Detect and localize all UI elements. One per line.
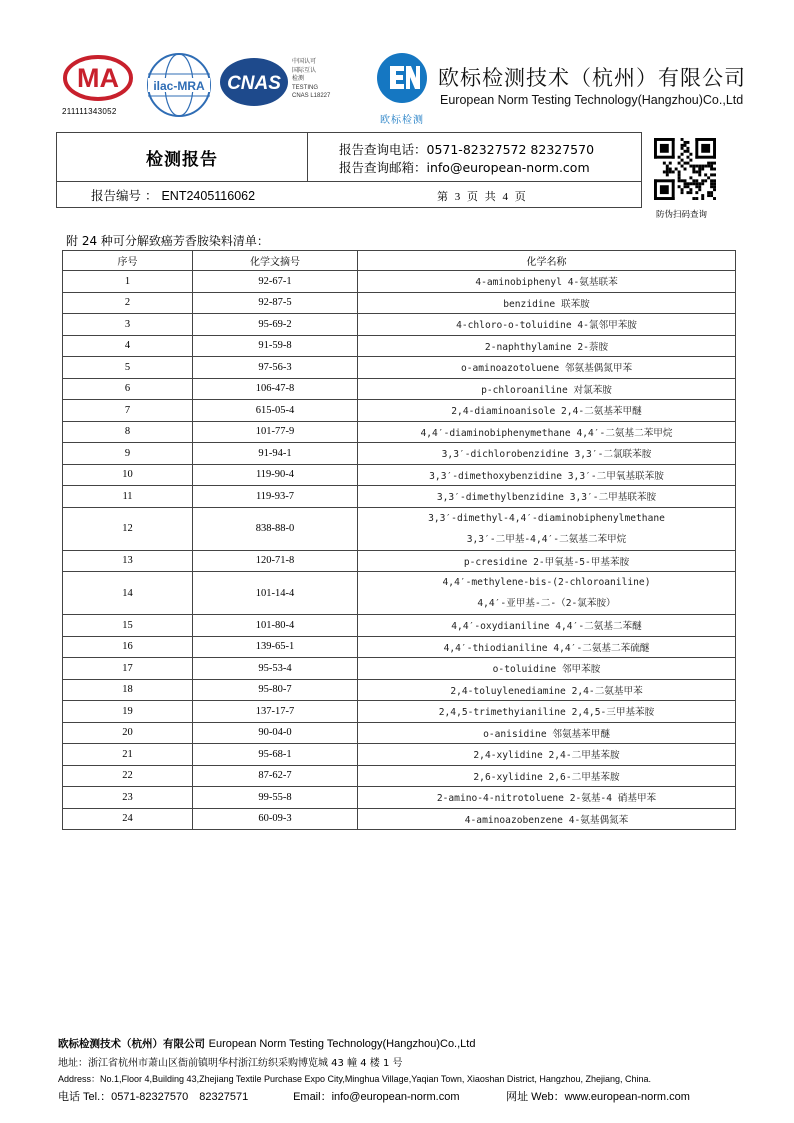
page-info: 第 3 页 共 4 页 (437, 191, 528, 203)
row-chemical-name (358, 787, 736, 809)
row-cas-number: 60-09-3 (193, 808, 358, 830)
row-seq: 21 (63, 744, 193, 766)
report-number-label: 报告编号 ： (91, 188, 158, 203)
cma-logo (62, 54, 134, 118)
footer-address-en: Address：No.1,Floor 4,Building 43,Zhejiang Textile Purchase Expo City,Minghua Village,Yaqian Town, Xiaoshan District, Hangzhou, Zhejiang, China. (58, 1074, 651, 1084)
row-chemical-name (358, 486, 736, 508)
row-cas-number: 92-87-5 (193, 292, 358, 314)
cnas-accreditation-text: 中国认可 国际互认 检测 TESTING CNAS L18227 (292, 59, 331, 99)
row-chemical-name (358, 679, 736, 701)
footer-company-cn: 欧标检测技术（杭州）有限公司 (58, 1038, 205, 1050)
row-seq: 16 (63, 636, 193, 658)
row-cas-number: 139-65-1 (193, 636, 358, 658)
chemical-name-line: p-chloroaniline 对氯苯胺 (481, 384, 612, 396)
row-chemical-name (358, 271, 736, 293)
row-seq: 13 (63, 550, 193, 572)
table-row (63, 679, 736, 701)
row-cas-number: 95-80-7 (193, 679, 358, 701)
row-cas-number: 95-69-2 (193, 314, 358, 336)
row-seq: 1 (63, 271, 193, 293)
row-seq: 6 (63, 378, 193, 400)
row-seq: 23 (63, 787, 193, 809)
row-cas-number: 99-55-8 (193, 787, 358, 809)
row-seq: 10 (63, 464, 193, 486)
chemical-name-line: 3,3′-dimethyl-4,4′-diaminobiphenylmethane (428, 512, 665, 524)
row-chemical-name (358, 701, 736, 723)
chemical-name-line: 4,4′-亚甲基-二-（2-氯苯胺） (477, 598, 616, 609)
row-chemical-name (358, 357, 736, 379)
row-chemical-name (358, 507, 736, 550)
row-chemical-name (358, 464, 736, 486)
row-chemical-name (358, 335, 736, 357)
qr-code[interactable] (654, 138, 716, 200)
report-number-value: ENT2405116062 (161, 189, 256, 203)
table-row (63, 572, 736, 615)
row-chemical-name (358, 314, 736, 336)
chemical-name-line: benzidine 联苯胺 (503, 298, 590, 310)
chemical-name-line: 3,3′-dimethoxybenzidine 3,3′-二甲氧基联苯胺 (429, 470, 664, 482)
chemical-name-line: 4-aminobiphenyl 4-氨基联苯 (475, 277, 618, 289)
table-row (63, 335, 736, 357)
row-chemical-name (358, 292, 736, 314)
footer-company-en: European Norm Testing Technology(Hangzhou)Co.,Ltd (208, 1038, 476, 1050)
list-title: 附 24 种可分解致癌芳香胺染料清单： (66, 234, 269, 248)
chemical-name-line: 4,4′-methylene-bis-(2-chloroaniline) (442, 577, 651, 588)
row-cas-number: 119-93-7 (193, 486, 358, 508)
chemical-name-line: 2,4-xylidine 2,4-二甲基苯胺 (473, 750, 620, 762)
row-cas-number: 87-62-7 (193, 765, 358, 787)
table-row (63, 421, 736, 443)
table-row (63, 701, 736, 723)
table-row (63, 400, 736, 422)
row-cas-number: 95-68-1 (193, 744, 358, 766)
row-chemical-name (358, 443, 736, 465)
cma-mark-icon (62, 54, 134, 102)
company-name-en: European Norm Testing Technology(Hangzhou)Co.,Ltd (440, 93, 744, 107)
row-seq: 11 (63, 486, 193, 508)
chemical-name-line: p-cresidine 2-甲氧基-5-甲基苯胺 (463, 556, 630, 568)
table-row (63, 378, 736, 400)
row-seq: 17 (63, 658, 193, 680)
row-seq: 19 (63, 701, 193, 723)
row-seq: 9 (63, 443, 193, 465)
table-row (63, 443, 736, 465)
cnas-mark-icon (218, 56, 290, 108)
company-name-cn: 欧标检测技术（杭州）有限公司 (438, 66, 746, 90)
chemical-name-line: o-anisidine 邻氨基苯甲醚 (483, 728, 610, 740)
row-seq: 3 (63, 314, 193, 336)
footer-address-cn: 地址：浙江省杭州市萧山区衙前镇明华村浙江纺织采购博览城 43 幢 4 楼 1 号 (58, 1058, 403, 1069)
cnas-logo (218, 56, 290, 108)
table-row (63, 615, 736, 637)
row-chemical-name (358, 421, 736, 443)
table-row (63, 314, 736, 336)
row-cas-number: 92-67-1 (193, 271, 358, 293)
table-row (63, 271, 736, 293)
row-chemical-name (358, 722, 736, 744)
row-chemical-name (358, 744, 736, 766)
row-cas-number: 101-77-9 (193, 421, 358, 443)
row-cas-number: 91-94-1 (193, 443, 358, 465)
row-seq: 22 (63, 765, 193, 787)
row-chemical-name (358, 572, 736, 615)
row-chemical-name (358, 378, 736, 400)
ilac-text: ilac-MRA (153, 79, 205, 93)
chemical-name-line: o-toluidine 邻甲苯胺 (492, 664, 601, 676)
qr-code-icon (654, 138, 716, 200)
row-cas-number: 120-71-8 (193, 550, 358, 572)
row-seq: 20 (63, 722, 193, 744)
row-cas-number: 119-90-4 (193, 464, 358, 486)
row-seq: 8 (63, 421, 193, 443)
row-cas-number: 137-17-7 (193, 701, 358, 723)
brand-logo-text: 欧标检测 (380, 115, 424, 126)
ilac-mra-logo (144, 50, 214, 120)
row-cas-number: 101-14-4 (193, 572, 358, 615)
ilac-globe-icon (144, 50, 214, 120)
row-cas-number: 97-56-3 (193, 357, 358, 379)
qr-caption: 防伪扫码查询 (656, 210, 708, 220)
table-row (63, 765, 736, 787)
footer (58, 1036, 690, 1104)
chemical-name-line: 2,4,5-trimethyianiline 2,4,5-三甲基苯胺 (438, 707, 655, 719)
row-seq: 5 (63, 357, 193, 379)
chemical-name-line: 2,4-toluylenediamine 2,4-二氨基甲苯 (450, 685, 643, 697)
chemical-name-line: 4,4′-thiodianiline 4,4′-二氨基二苯硫醚 (443, 642, 650, 654)
row-seq: 18 (63, 679, 193, 701)
table-row (63, 787, 736, 809)
chemical-name-line: 3,3′-二甲基-4,4′-二氨基二苯甲烷 (466, 533, 627, 545)
chemical-name-line: 4-aminoazobenzene 4-氨基偶氮苯 (464, 814, 629, 826)
table-row (63, 292, 736, 314)
report-contact (339, 141, 594, 177)
table-row (63, 507, 736, 550)
chemical-name-line: 3,3′-dimethylbenzidine 3,3′-二甲基联苯胺 (436, 492, 657, 504)
row-chemical-name (358, 808, 736, 830)
row-cas-number: 101-80-4 (193, 615, 358, 637)
row-seq: 24 (63, 808, 193, 830)
table-row (63, 722, 736, 744)
brand-logo (374, 52, 430, 126)
en-logo-icon (374, 52, 430, 104)
report-email: 报告查询邮箱：info@european-norm.com (339, 160, 590, 175)
table-row (63, 486, 736, 508)
row-seq: 4 (63, 335, 193, 357)
row-cas-number: 95-53-4 (193, 658, 358, 680)
header-chemical-name: 化学名称 (358, 251, 736, 271)
table-row (63, 808, 736, 830)
chemical-name-line: 4,4′-diaminobiphenymethane 4,4′-二氨基二苯甲烷 (420, 427, 673, 439)
cnas-logo-text: CNAS (227, 73, 281, 94)
footer-email: Email：info@european-norm.com (293, 1091, 460, 1103)
amine-table (62, 250, 736, 830)
row-chemical-name (358, 550, 736, 572)
header-cas: 化学文摘号 (193, 251, 358, 271)
row-cas-number: 615-05-4 (193, 400, 358, 422)
row-cas-number: 838-88-0 (193, 507, 358, 550)
table-row (63, 658, 736, 680)
chemical-name-line: 4,4′-oxydianiline 4,4′-二氨基二苯醚 (451, 621, 642, 633)
row-cas-number: 106-47-8 (193, 378, 358, 400)
row-cas-number: 90-04-0 (193, 722, 358, 744)
row-seq: 2 (63, 292, 193, 314)
chemical-name-line: o-aminoazotoluene 邻氨基偶氮甲苯 (460, 363, 633, 375)
chemical-name-line: 2,4-diaminoanisole 2,4-二氨基苯甲醚 (451, 406, 642, 418)
row-chemical-name (358, 765, 736, 787)
row-seq: 12 (63, 507, 193, 550)
row-seq: 7 (63, 400, 193, 422)
report-number (91, 186, 255, 204)
row-chemical-name (358, 400, 736, 422)
row-seq: 15 (63, 615, 193, 637)
chemical-name-line: 2,6-xylidine 2,6-二甲基苯胺 (473, 771, 620, 783)
cma-logo-text: MA (77, 63, 119, 93)
footer-tel: 电话 Tel.：0571-82327570 82327571 (58, 1091, 249, 1103)
footer-company (58, 1036, 690, 1051)
table-row (63, 550, 736, 572)
table-row (63, 357, 736, 379)
chemical-name-line: 3,3′-dichlorobenzidine 3,3′-二氯联苯胺 (441, 449, 652, 461)
report-info-box (56, 132, 642, 208)
row-chemical-name (358, 636, 736, 658)
header-seq: 序号 (63, 251, 193, 271)
cma-number: 211111343052 (62, 107, 117, 116)
row-seq: 14 (63, 572, 193, 615)
table-row (63, 464, 736, 486)
footer-web: 网址 Web：www.european-norm.com (506, 1091, 690, 1103)
report-phone: 报告查询电话：0571-82327572 82327570 (339, 142, 595, 157)
row-chemical-name (358, 658, 736, 680)
chemical-name-line: 2-amino-4-nitrotoluene 2-氨基-4 硝基甲苯 (436, 793, 657, 805)
row-cas-number: 91-59-8 (193, 335, 358, 357)
report-title: 检测报告 (146, 149, 218, 170)
chemical-name-line: 4-chloro-o-toluidine 4-氯邻甲苯胺 (456, 320, 637, 332)
table-row (63, 744, 736, 766)
table-header-row (63, 251, 736, 271)
chemical-name-line: 2-naphthylamine 2-萘胺 (484, 341, 609, 353)
footer-contacts (58, 1088, 690, 1104)
row-chemical-name (358, 615, 736, 637)
table-row (63, 636, 736, 658)
